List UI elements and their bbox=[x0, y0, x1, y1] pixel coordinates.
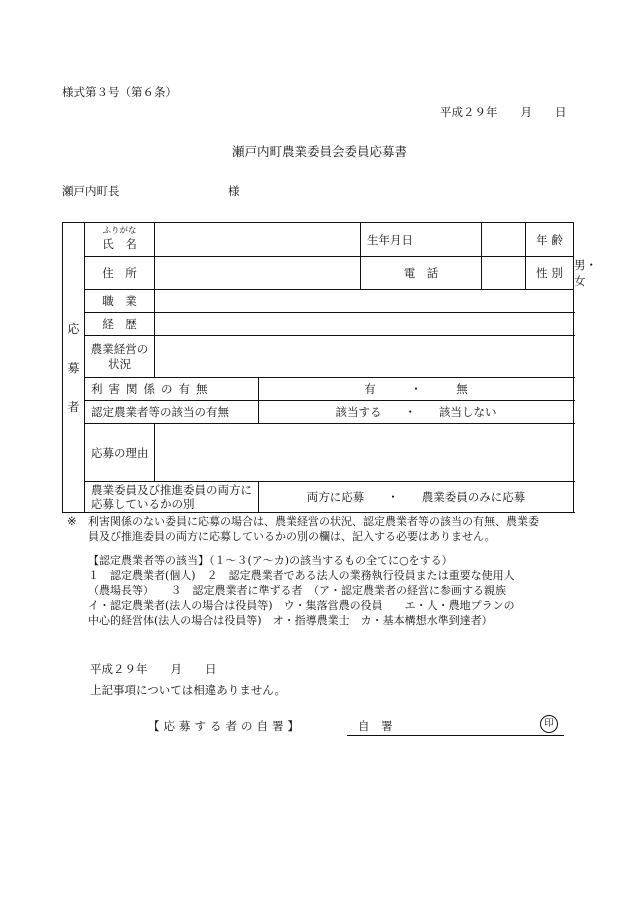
name-label: ふりがな 氏 名 bbox=[85, 223, 155, 257]
header-date: 平成２９年 月 日 bbox=[440, 105, 567, 119]
interest-label: 利害関係の有無 bbox=[85, 378, 259, 401]
row-job bbox=[63, 290, 574, 313]
certified-line-2: （農場長等） ３ 認定農業者に準ずる者 （ア・認定農業者の経営に参画する親族 bbox=[88, 584, 506, 597]
furigana-label: ふりがな bbox=[102, 226, 137, 236]
name-field[interactable] bbox=[155, 223, 361, 257]
certified-line-3: イ・認定農業者(法人の場合は役員等) ウ・集落営農の役員 エ・人・農地プランの bbox=[88, 599, 515, 612]
interest-options[interactable]: 有 ・ 無 bbox=[259, 378, 574, 401]
note-mark: ※ bbox=[67, 514, 77, 528]
address-label: 住 所 bbox=[85, 257, 155, 290]
certified-line-1: １ 認定農業者(個人) ２ 認定農業者である法人の業務執行役員または重要な使用人 bbox=[88, 569, 515, 582]
certified-options[interactable]: 該当する ・ 該当しない bbox=[259, 401, 574, 424]
confirmation-statement: 上記事項については相違ありません。 bbox=[90, 683, 286, 697]
addressee: 瀬戸内町長 bbox=[62, 184, 120, 198]
footer-date: 平成２９年 月 日 bbox=[90, 662, 217, 676]
certified-heading: 【認定農業者等の該当】（１～３(ア～カ)の該当するもの全てに○をする） bbox=[88, 554, 453, 567]
signature-line[interactable] bbox=[347, 735, 564, 736]
signature-label: 【応募する者の自署】 bbox=[148, 719, 303, 733]
farm-status-field[interactable] bbox=[155, 336, 574, 378]
birthdate-field[interactable] bbox=[482, 223, 526, 257]
row-reason bbox=[63, 424, 574, 482]
reason-label: 応募の理由 bbox=[85, 424, 155, 482]
signature-field-label: 自 署 bbox=[358, 719, 393, 733]
certified-label: 認定農業者等の該当の有無 bbox=[85, 401, 259, 424]
row-name bbox=[63, 223, 574, 257]
phone-field[interactable] bbox=[482, 257, 526, 290]
birthdate-label: 生年月日 bbox=[361, 223, 482, 257]
certified-line-4: 中心的経営体(法人の場合は役員等) オ・指導農業士 カ・基本構想水準到達者） bbox=[88, 614, 493, 627]
seal-icon: 印 bbox=[540, 715, 558, 733]
phone-label: 電 話 bbox=[361, 257, 482, 290]
reason-field[interactable] bbox=[155, 424, 574, 482]
row-farm-status bbox=[63, 336, 574, 378]
job-label: 職 業 bbox=[85, 290, 155, 313]
row-interest bbox=[63, 378, 574, 401]
row-address: 住 所 電 話 性 別 男・女 bbox=[63, 257, 574, 290]
farm-status-label: 農業経営の状況 bbox=[85, 336, 155, 378]
applicant-label: 応 募 者 bbox=[63, 223, 85, 513]
address-field[interactable] bbox=[155, 257, 361, 290]
application-form-table bbox=[62, 222, 597, 513]
addressee-honorific: 様 bbox=[228, 184, 240, 198]
career-label: 経 歴 bbox=[85, 313, 155, 336]
age-label: 年 齢 bbox=[526, 223, 574, 257]
note-line-2: 員及び推進委員の両方に応募しているかの別の欄は、記入する必要はありません。 bbox=[88, 530, 496, 543]
row-career bbox=[63, 313, 574, 336]
row-both bbox=[63, 482, 574, 513]
job-field[interactable] bbox=[155, 290, 574, 313]
career-field[interactable] bbox=[155, 313, 574, 336]
form-number: 様式第３号（第６条） bbox=[62, 85, 177, 99]
both-options[interactable]: 両方に応募 ・ 農業委員のみに応募 bbox=[259, 482, 574, 513]
row-certified bbox=[63, 401, 574, 424]
both-label: 農業委員及び推進委員の両方に応募しているかの別 bbox=[85, 482, 259, 513]
document-title: 瀬戸内町農業委員会委員応募書 bbox=[232, 144, 408, 159]
sex-label: 性 別 bbox=[526, 257, 574, 290]
note-line-1: 利害関係のない委員に応募の場合は、農業経営の状況、認定農業者等の該当の有無、農業委 bbox=[88, 515, 539, 528]
